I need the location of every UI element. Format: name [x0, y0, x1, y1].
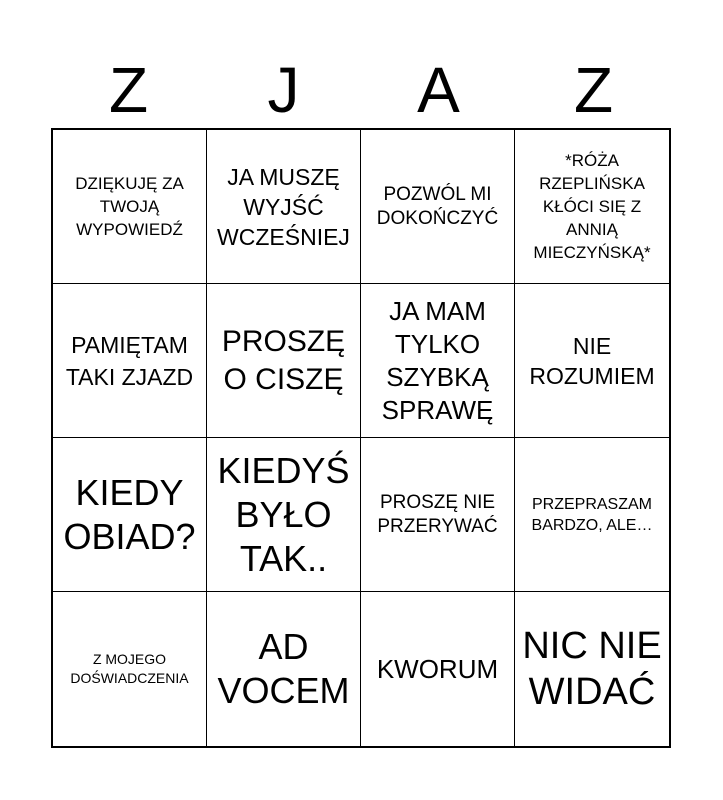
bingo-cell-text: PRZEPRASZAM BARDZO, ALE… [531, 495, 653, 534]
bingo-cell-text: JA MAM TYLKO SZYBKĄ SPRAWĘ [381, 295, 494, 425]
bingo-cell[interactable] [515, 130, 669, 284]
bingo-cell-text: NIE ROZUMIEM [529, 332, 655, 389]
bingo-cell-text: KIEDYŚ BYŁO TAK.. [217, 449, 350, 579]
bingo-board [51, 128, 671, 748]
bingo-cell[interactable] [207, 438, 361, 592]
bingo-cell-text: KIEDY OBIAD? [63, 471, 196, 557]
bingo-cell[interactable] [515, 592, 669, 746]
bingo-cell[interactable] [53, 438, 207, 592]
bingo-cell[interactable] [361, 130, 515, 284]
bingo-cell[interactable] [53, 592, 207, 746]
header-letter: Z [108, 54, 149, 126]
bingo-cell-text: POZWÓL MI DOKOŃCZYĆ [376, 183, 499, 229]
bingo-cell-text: KWORUM [376, 654, 499, 684]
bingo-cell-text: JA MUSZĘ WYJŚĆ WCZEŚNIEJ [217, 163, 350, 250]
bingo-cell-text: PROSZĘ NIE PRZERYWAĆ [377, 491, 498, 537]
bingo-cell[interactable] [515, 284, 669, 438]
bingo-cell[interactable] [515, 438, 669, 592]
bingo-cell-text: DZIĘKUJĘ ZA TWOJĄ WYPOWIEDŹ [75, 174, 184, 239]
bingo-cell[interactable] [207, 284, 361, 438]
bingo-cell[interactable] [53, 284, 207, 438]
bingo-cell[interactable] [207, 130, 361, 284]
bingo-cell-text: AD VOCEM [217, 626, 350, 711]
header-letter: Z [573, 54, 614, 126]
bingo-cell[interactable] [361, 284, 515, 438]
bingo-header [51, 52, 671, 128]
bingo-cell[interactable] [207, 592, 361, 746]
header-letter: J [267, 54, 300, 126]
bingo-cell-text: PROSZĘ O CISZĘ [221, 324, 346, 396]
bingo-cell[interactable] [361, 438, 515, 592]
bingo-cell-text: PAMIĘTAM TAKI ZJAZD [65, 331, 194, 390]
bingo-cell-text: Z MOJEGO DOŚWIADCZENIA [70, 651, 189, 686]
bingo-cell-text: NIC NIE WIDAĆ [522, 625, 662, 713]
bingo-cell[interactable] [53, 130, 207, 284]
bingo-cell[interactable] [361, 592, 515, 746]
bingo-cell-text: *RÓŻA RZEPLIŃSKA KŁÓCI SIĘ Z ANNIĄ MIECZYŃSKĄ* [533, 151, 651, 262]
header-letter: A [417, 54, 460, 126]
